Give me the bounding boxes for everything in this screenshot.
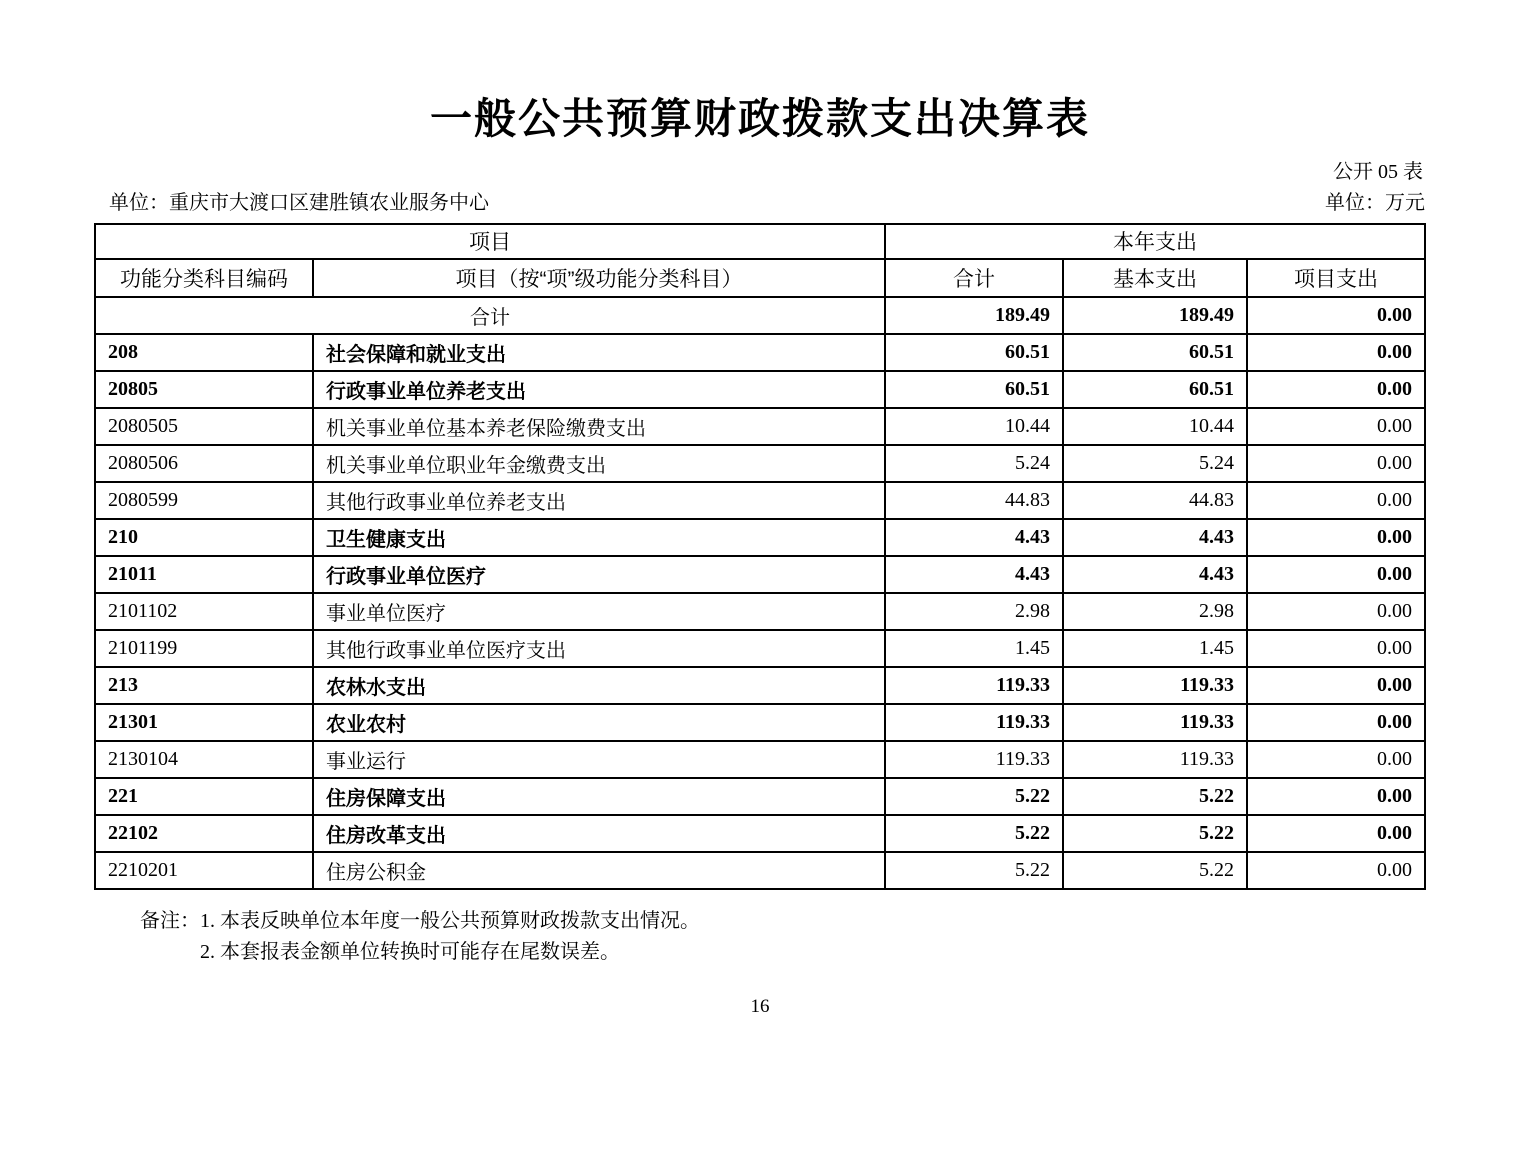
cell-project: 0.00: [1247, 815, 1425, 852]
cell-name: 农业农村: [313, 704, 885, 741]
cell-code: 21011: [95, 556, 313, 593]
table-row: [95, 556, 1425, 593]
cell-total: 5.22: [885, 815, 1063, 852]
cell-project: 0.00: [1247, 445, 1425, 482]
cell-project: 0.00: [1247, 741, 1425, 778]
cell-name: 其他行政事业单位医疗支出: [313, 630, 885, 667]
cell-code: 2210201: [95, 852, 313, 889]
cell-project: 0.00: [1247, 667, 1425, 704]
cell-basic: 1.45: [1063, 630, 1247, 667]
cell-basic: 119.33: [1063, 704, 1247, 741]
cell-project: 0.00: [1247, 593, 1425, 630]
cell-name: 住房公积金: [313, 852, 885, 889]
cell-name: 机关事业单位基本养老保险缴费支出: [313, 408, 885, 445]
cell-basic: 5.24: [1063, 445, 1247, 482]
cell-total: 4.43: [885, 519, 1063, 556]
cell-total: 119.33: [885, 704, 1063, 741]
cell-code: 2080506: [95, 445, 313, 482]
footnote-line: 2. 本套报表金额单位转换时可能存在尾数误差。: [200, 940, 620, 963]
cell-code: 22102: [95, 815, 313, 852]
cell-total: 189.49: [885, 297, 1063, 334]
header-group-current-year: 本年支出: [885, 224, 1425, 259]
cell-basic: 119.33: [1063, 741, 1247, 778]
cell-basic: 60.51: [1063, 371, 1247, 408]
cell-project: 0.00: [1247, 556, 1425, 593]
cell-project: 0.00: [1247, 704, 1425, 741]
cell-basic: 4.43: [1063, 556, 1247, 593]
cell-basic: 5.22: [1063, 815, 1247, 852]
budget-expenditure-table: [94, 223, 1426, 890]
org-unit-label: 单位：重庆市大渡口区建胜镇农业服务中心: [109, 191, 489, 214]
org-unit-row: [95, 186, 1425, 215]
table-row: [95, 445, 1425, 482]
header-col-item: 项目（按“项”级功能分类科目）: [313, 259, 885, 297]
table-row: [95, 630, 1425, 667]
footnote-line: 1. 本表反映单位本年度一般公共预算财政拨款支出情况。: [200, 909, 700, 932]
cell-name: 其他行政事业单位养老支出: [313, 482, 885, 519]
cell-name: 机关事业单位职业年金缴费支出: [313, 445, 885, 482]
cell-basic: 5.22: [1063, 778, 1247, 815]
table-code-label: 公开 05 表: [1333, 160, 1423, 183]
cell-project: 0.00: [1247, 852, 1425, 889]
currency-unit-label: 单位：万元: [1325, 191, 1425, 214]
cell-total: 119.33: [885, 741, 1063, 778]
cell-name: 行政事业单位医疗: [313, 556, 885, 593]
table-row: [95, 519, 1425, 556]
cell-basic: 2.98: [1063, 593, 1247, 630]
cell-total: 44.83: [885, 482, 1063, 519]
cell-code: 20805: [95, 371, 313, 408]
cell-code: 2080505: [95, 408, 313, 445]
header-col-project: 项目支出: [1247, 259, 1425, 297]
cell-name: 事业单位医疗: [313, 593, 885, 630]
cell-total: 10.44: [885, 408, 1063, 445]
cell-total: 5.24: [885, 445, 1063, 482]
table-row: [95, 667, 1425, 704]
header-columns-row: [95, 259, 1425, 297]
cell-project: 0.00: [1247, 630, 1425, 667]
cell-basic: 60.51: [1063, 334, 1247, 371]
table-row-total: [95, 297, 1425, 334]
cell-basic: 4.43: [1063, 519, 1247, 556]
footnote-items: [200, 906, 700, 968]
cell-name: 住房保障支出: [313, 778, 885, 815]
cell-project: 0.00: [1247, 482, 1425, 519]
table-row: [95, 482, 1425, 519]
cell-code: 2101199: [95, 630, 313, 667]
meta-block: [95, 155, 1425, 215]
header-group-item: 项目: [95, 224, 885, 259]
footnotes-label: 备注：: [140, 909, 200, 932]
cell-total: 2.98: [885, 593, 1063, 630]
cell-name: 事业运行: [313, 741, 885, 778]
cell-total-label: 合计: [95, 297, 885, 334]
cell-code: 2130104: [95, 741, 313, 778]
header-col-basic: 基本支出: [1063, 259, 1247, 297]
page-number: 16: [750, 995, 770, 1017]
cell-basic: 10.44: [1063, 408, 1247, 445]
cell-total: 60.51: [885, 371, 1063, 408]
cell-code: 21301: [95, 704, 313, 741]
cell-project: 0.00: [1247, 297, 1425, 334]
header-col-total: 合计: [885, 259, 1063, 297]
cell-total: 1.45: [885, 630, 1063, 667]
table-row: [95, 704, 1425, 741]
table-row: [95, 334, 1425, 371]
cell-total: 5.22: [885, 852, 1063, 889]
cell-name: 社会保障和就业支出: [313, 334, 885, 371]
cell-total: 5.22: [885, 778, 1063, 815]
header-group-row: [95, 224, 1425, 259]
cell-project: 0.00: [1247, 519, 1425, 556]
cell-project: 0.00: [1247, 334, 1425, 371]
cell-basic: 5.22: [1063, 852, 1247, 889]
header-col-code: 功能分类科目编码: [95, 259, 313, 297]
cell-name: 住房改革支出: [313, 815, 885, 852]
table-row: [95, 408, 1425, 445]
footnotes: [95, 906, 1425, 968]
cell-project: 0.00: [1247, 408, 1425, 445]
cell-code: 2101102: [95, 593, 313, 630]
cell-name: 卫生健康支出: [313, 519, 885, 556]
cell-name: 农林水支出: [313, 667, 885, 704]
page-title: 一般公共预算财政拨款支出决算表: [429, 95, 1090, 142]
cell-basic: 119.33: [1063, 667, 1247, 704]
cell-name: 行政事业单位养老支出: [313, 371, 885, 408]
table-row: [95, 741, 1425, 778]
cell-code: 2080599: [95, 482, 313, 519]
cell-code: 210: [95, 519, 313, 556]
cell-code: 213: [95, 667, 313, 704]
table-row: [95, 852, 1425, 889]
cell-project: 0.00: [1247, 371, 1425, 408]
table-row: [95, 778, 1425, 815]
document-page: [0, 92, 1520, 1167]
cell-total: 60.51: [885, 334, 1063, 371]
cell-total: 4.43: [885, 556, 1063, 593]
cell-code: 208: [95, 334, 313, 371]
table-row: [95, 593, 1425, 630]
cell-basic: 44.83: [1063, 482, 1247, 519]
cell-code: 221: [95, 778, 313, 815]
cell-total: 119.33: [885, 667, 1063, 704]
table-row: [95, 815, 1425, 852]
cell-basic: 189.49: [1063, 297, 1247, 334]
cell-project: 0.00: [1247, 778, 1425, 815]
table-row: [95, 371, 1425, 408]
